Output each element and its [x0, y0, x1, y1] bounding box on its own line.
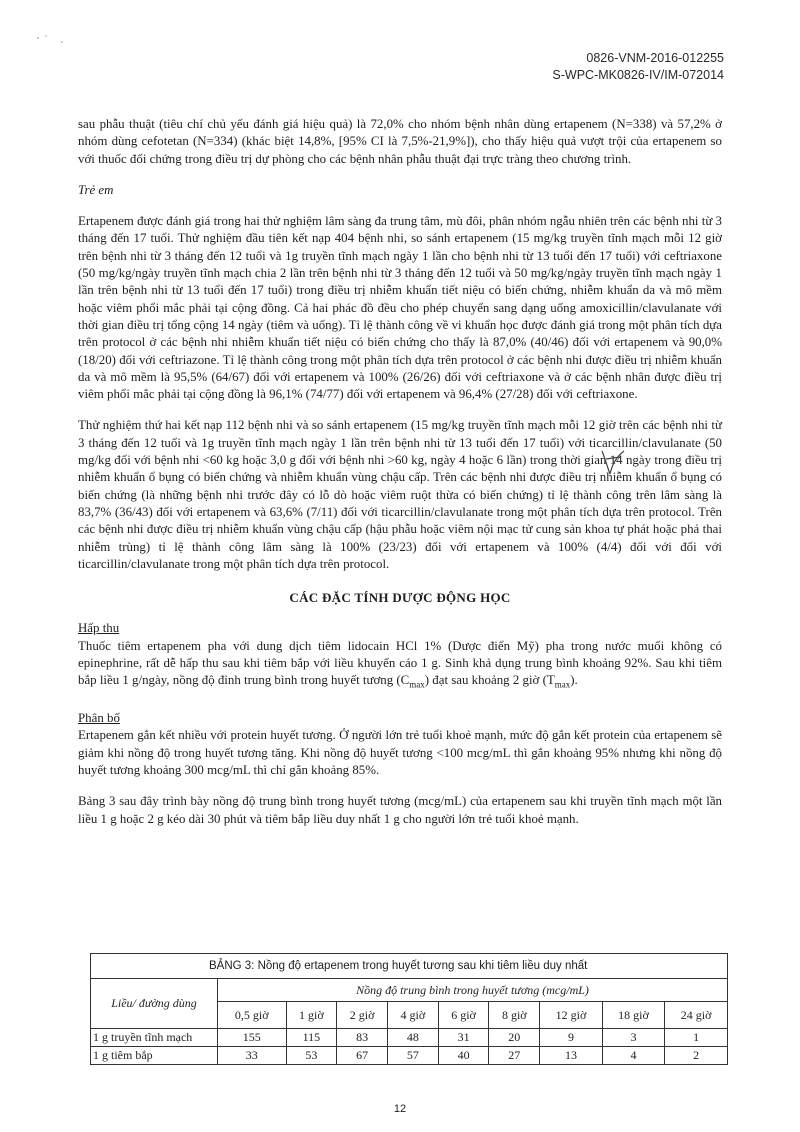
table-intro-paragraph: Bảng 3 sau đây trình bày nồng độ trung bình trong huyết tương (mcg/mL) của ertapenem sau khi truyền tĩnh mạch một lần liều 1 g hoặc 2 g kéo dài 30 phút và tiêm bắp liều duy nhất 1 g cho người lớn trẻ tuổi khoẻ mạnh.: [78, 794, 722, 826]
concentration-column-header: Nồng độ trung bình trong huyết tương (mcg/mL): [218, 979, 728, 1002]
table-cell: 27: [489, 1047, 540, 1065]
page-number: 12: [393, 1103, 407, 1115]
time-header-cell: 2 giờ: [337, 1002, 388, 1029]
document-header: [552, 50, 724, 84]
table-cell: 4: [602, 1047, 665, 1065]
table-cell: 3: [602, 1029, 665, 1047]
time-header-cell: 1 giờ: [286, 1002, 337, 1029]
table-cell: 9: [540, 1029, 603, 1047]
table-cell: 13: [540, 1047, 603, 1065]
table-cell: 31: [438, 1029, 489, 1047]
paragraph-pediatric-trial-1: Ertapenem được đánh giá trong hai thử nghiệm lâm sàng đa trung tâm, mù đôi, phân nhóm ngẫu nhiên trên các bệnh nhi từ 3 tháng đến 17 tuổi. Thử nghiệm đầu tiên kết nạp 404 bệnh nhi, so sánh ertapenem (15 mg/kg truyền tĩnh mạch mỗi 12 giờ trên bệnh nhi từ 3 tháng đến 12 tuổi và 1g truyền tĩnh mạch ngày 1 lần cho bệnh nhi từ 13 tuổi đến 17 tuổi) với ceftriaxone (50 mg/kg/ngày truyền tĩnh mạch chia 2 lần trên bệnh nhi từ 3 tháng đến 12 tuổi và 50 mg/kg/ngày truyền tĩnh mạch ngày 1 lần trên bệnh nhi từ 13 tuổi đến 17 tuổi) trong điều trị nhiễm khuẩn tiết niệu có biến chứng, nhiễm khuẩn da và mô mềm hoặc viêm phổi mắc phải tại cộng đồng. Cả hai phác đồ đều cho phép chuyển sang dạng uống amoxicillin/clavulanate với thời gian điều trị tổng cộng 14 ngày (tiêm và uống). Tỉ lệ thành công về vi khuẩn học được đánh giá trong một phân tích dựa trên protocol ở các bệnh nhi nhiễm khuẩn tiết niệu có biến chứng cho thấy là 87,0% (40/46) đối với ertapenem và 90,0% (18/20) đối với ceftriazone. Tỉ lệ thành công trong một phân tích dựa trên protocol ở các bệnh nhi được điều trị nhiễm khuẩn da và mô mềm là 95,5% (64/67) đối với ertapenem và 100% (26/26) đối với ceftriaxone và ở các bệnh nhân được điều trị viêm phổi mắc phải tại cộng đồng là 96,1% (74/77) đối với ertapenem và 96,4% (27/28) đối với ceftriaxone.: [78, 214, 722, 402]
time-header-cell: 0,5 giờ: [218, 1002, 287, 1029]
paragraph-efficacy-conclusion: sau phẫu thuật (tiêu chí chủ yếu đánh giá hiệu quả) là 72,0% cho nhóm bệnh nhân dùng ertapenem (N=338) và 57,2% ở nhóm dùng cefotetan (N=334) (khác biệt 14,8%, [95% CI là 7,5%-21,9%]), cho thấy hiệu quả vượt trội của ertapenem so với thuốc đối chứng trong điều trị dự phòng cho các bệnh nhân phẫu thuật đại trực tràng theo chương trình.: [78, 117, 722, 166]
absorption-heading: Hấp thu: [78, 621, 120, 636]
plasma-concentration-table: [90, 953, 728, 1065]
table-cell: 40: [438, 1047, 489, 1065]
time-header-cell: 8 giờ: [489, 1002, 540, 1029]
table-row: [91, 1047, 728, 1065]
row-label-im: 1 g tiêm bắp: [91, 1047, 218, 1065]
pharmacokinetics-section-title: CÁC ĐẶC TÍNH DƯỢC ĐỘNG HỌC: [289, 590, 511, 606]
children-heading: Trẻ em: [78, 182, 114, 197]
paragraph-pediatric-trial-2: Thử nghiệm thứ hai kết nạp 112 bệnh nhi và so sánh ertapenem (15 mg/kg truyền tĩnh mạch mỗi 12 giờ trên các bệnh nhi từ 3 tháng đến 12 tuổi và 1g truyền tĩnh mạch ngày 1 lần trên bệnh nhi từ 13 tuổi đến 17 tuổi) với ticarcillin/clavulanate (50 mg/kg đối với bệnh nhi <60 kg hoặc 3,0 g đối với bệnh nhi >60 kg, ngày 4 hoặc 6 lần) trong thời gian 14 ngày trong điều trị nhiễm khuẩn ổ bụng có biến chứng và nhiễm khuẩn vùng chậu cấp. Trên các bệnh nhi được điều trị nhiễm khuẩn ổ bụng có biến chứng (là những bệnh nhi trước đây có lỗ dò hoặc viêm ruột thừa có biến chứng) tỉ lệ thành công trên lâm sàng là 83,7% (36/43) đối với ertapenem và 63,6% (7/11) đối với ticarcillin/clavulanate trong một phân tích dựa trên protocol. Trên các bệnh nhi được điều trị nhiễm khuẩn vùng chậu cấp (hậu phẫu hoặc viêm nội mạc tử cung sản khoa tự phát hoặc phá thai nhiễm trùng) tỉ lệ thành công lâm sàng là 100% (23/23) đối với ertapenem và 100% (4/4) đối với đối với ticarcillin/clavulanate trong một phân tích dựa trên protocol.: [78, 418, 722, 571]
scan-speck-marks: [26, 28, 66, 48]
absorption-paragraph: [78, 638, 722, 694]
time-header-cell: 24 giờ: [665, 1002, 728, 1029]
table-cell: 115: [286, 1029, 337, 1047]
distribution-paragraph: Ertapenem gắn kết nhiều với protein huyết tương. Ở người lớn trẻ tuổi khoẻ mạnh, mức độ gắn kết protein của ertapenem sẽ giảm khi nồng độ trong huyết tương tăng. Khi nồng độ huyết tương <100 mcg/mL thì gắn khoảng 95% nhưng khi nồng độ huyết tương khoảng 300 mcg/mL thì chỉ gắn khoảng 85%.: [78, 728, 722, 778]
table-caption: BẢNG 3: Nồng độ ertapenem trong huyết tương sau khi tiêm liều duy nhất: [91, 954, 728, 979]
table-cell: 155: [218, 1029, 287, 1047]
time-header-cell: 12 giờ: [540, 1002, 603, 1029]
time-header-cell: 18 giờ: [602, 1002, 665, 1029]
table-cell: 48: [387, 1029, 438, 1047]
table-cell: 57: [387, 1047, 438, 1065]
table-cell: 20: [489, 1029, 540, 1047]
cmax-subscript: max: [409, 679, 425, 690]
distribution-heading: Phân bố: [78, 711, 120, 726]
document-code: 0826-VNM-2016-012255: [586, 51, 724, 65]
table-cell: 53: [286, 1047, 337, 1065]
tmax-subscript: max: [554, 679, 571, 690]
time-header-cell: 4 giờ: [387, 1002, 438, 1029]
table-cell: 2: [665, 1047, 728, 1065]
table-row: [91, 1029, 728, 1047]
table-cell: 1: [665, 1029, 728, 1047]
time-header-cell: 6 giờ: [438, 1002, 489, 1029]
absorption-text-part: ).: [570, 673, 578, 688]
table-cell: 33: [218, 1047, 287, 1065]
row-label-iv: 1 g truyền tĩnh mạch: [91, 1029, 218, 1047]
document-version-code: S-WPC-MK0826-IV/IM-072014: [552, 68, 724, 82]
absorption-text-part: Thuốc tiêm ertapenem pha với dung dịch tiêm lidocain HCl 1% (Dược điển Mỹ) pha trong nước muối không có epinephrine, rất dễ hấp thu sau khi tiêm bắp với liều khuyến cáo 1 g. Sinh khả dụng trung bình khoảng 92%. Sau khi tiêm bắp liều 1 g/ngày, nồng độ đỉnh trung bình trong huyết tương (C: [78, 638, 722, 688]
handwritten-initial-mark: [598, 447, 628, 477]
table-cell: 67: [337, 1047, 388, 1065]
route-column-header: Liều/ đường dùng: [91, 979, 218, 1029]
absorption-text-part: ) đạt sau khoảng 2 giờ (T: [424, 673, 555, 688]
table-cell: 83: [337, 1029, 388, 1047]
